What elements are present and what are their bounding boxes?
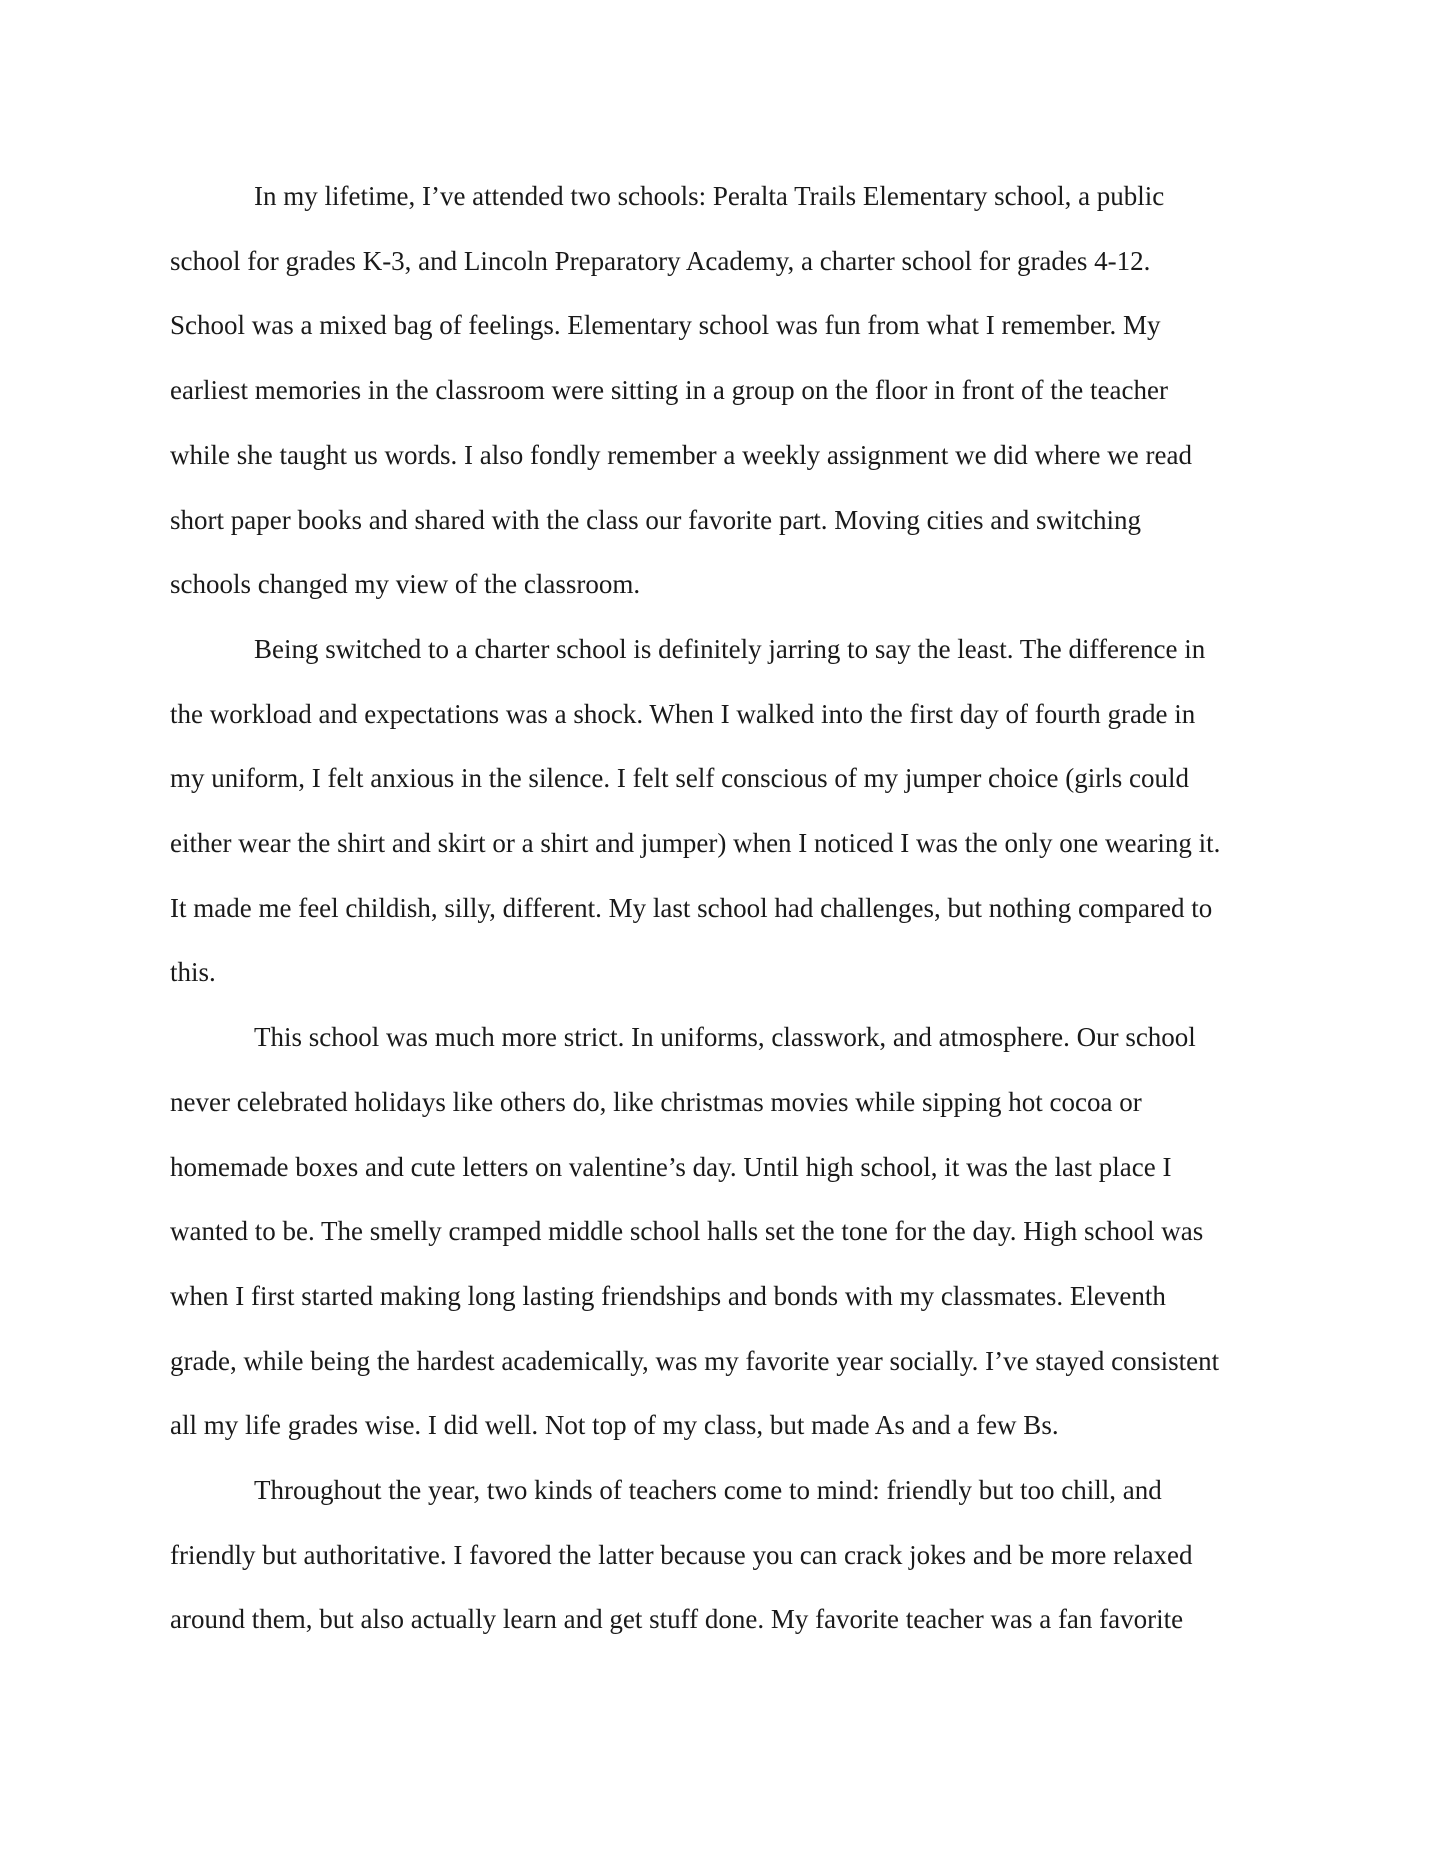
paragraph-line: while she taught us words. I also fondly remember a weekly assignment we did where we read bbox=[170, 439, 1192, 470]
paragraph-line: It made me feel childish, silly, different. My last school had challenges, but nothing compared to bbox=[170, 892, 1213, 923]
paragraph-line: all my life grades wise. I did well. Not top of my class, but made As and a few Bs. bbox=[170, 1410, 1059, 1441]
paragraph-line: This school was much more strict. In uniforms, classwork, and atmosphere. Our school bbox=[254, 1022, 1196, 1053]
paragraph-line: either wear the shirt and skirt or a shirt and jumper) when I noticed I was the only one wearing it. bbox=[170, 828, 1221, 859]
paragraph-line: school for grades K-3, and Lincoln Preparatory Academy, a charter school for grades 4-12. bbox=[170, 245, 1151, 276]
paragraph-line: my uniform, I felt anxious in the silence. I felt self conscious of my jumper choice (girls could bbox=[170, 763, 1189, 794]
paragraph-line: earliest memories in the classroom were sitting in a group on the floor in front of the teacher bbox=[170, 375, 1168, 406]
paragraph-line: around them, but also actually learn and get stuff done. My favorite teacher was a fan favorite bbox=[170, 1604, 1184, 1635]
paragraph-line: Throughout the year, two kinds of teachers come to mind: friendly but too chill, and bbox=[254, 1475, 1162, 1506]
paragraph-line: homemade boxes and cute letters on valentine’s day. Until high school, it was the last place I bbox=[170, 1151, 1172, 1182]
paragraph-line: short paper books and shared with the class our favorite part. Moving cities and switching bbox=[170, 504, 1142, 535]
paragraph-4 bbox=[170, 1458, 1280, 1652]
paragraph-line: Being switched to a charter school is definitely jarring to say the least. The difference in bbox=[254, 633, 1206, 664]
paragraph-line: never celebrated holidays like others do, like christmas movies while sipping hot cocoa or bbox=[170, 1086, 1142, 1117]
paragraph-line: this. bbox=[170, 957, 216, 988]
paragraph-3 bbox=[170, 1005, 1280, 1458]
paragraph-1 bbox=[170, 164, 1280, 617]
paragraph-line: School was a mixed bag of feelings. Elementary school was fun from what I remember. My bbox=[170, 310, 1161, 341]
paragraph-2 bbox=[170, 617, 1280, 1005]
paragraph-line: friendly but authoritative. I favored the latter because you can crack jokes and be more relaxed bbox=[170, 1539, 1193, 1570]
paragraph-line: the workload and expectations was a shock. When I walked into the first day of fourth grade in bbox=[170, 698, 1196, 729]
paragraph-line: when I first started making long lasting friendships and bonds with my classmates. Eleventh bbox=[170, 1280, 1166, 1311]
paragraph-line: schools changed my view of the classroom. bbox=[170, 569, 641, 600]
paragraph-line: grade, while being the hardest academically, was my favorite year socially. I’ve stayed consistent bbox=[170, 1345, 1220, 1376]
essay-body bbox=[170, 164, 1280, 1652]
paragraph-line: In my lifetime, I’ve attended two schools: Peralta Trails Elementary school, a public bbox=[254, 181, 1165, 211]
paragraph-line: wanted to be. The smelly cramped middle school halls set the tone for the day. High school was bbox=[170, 1216, 1204, 1247]
